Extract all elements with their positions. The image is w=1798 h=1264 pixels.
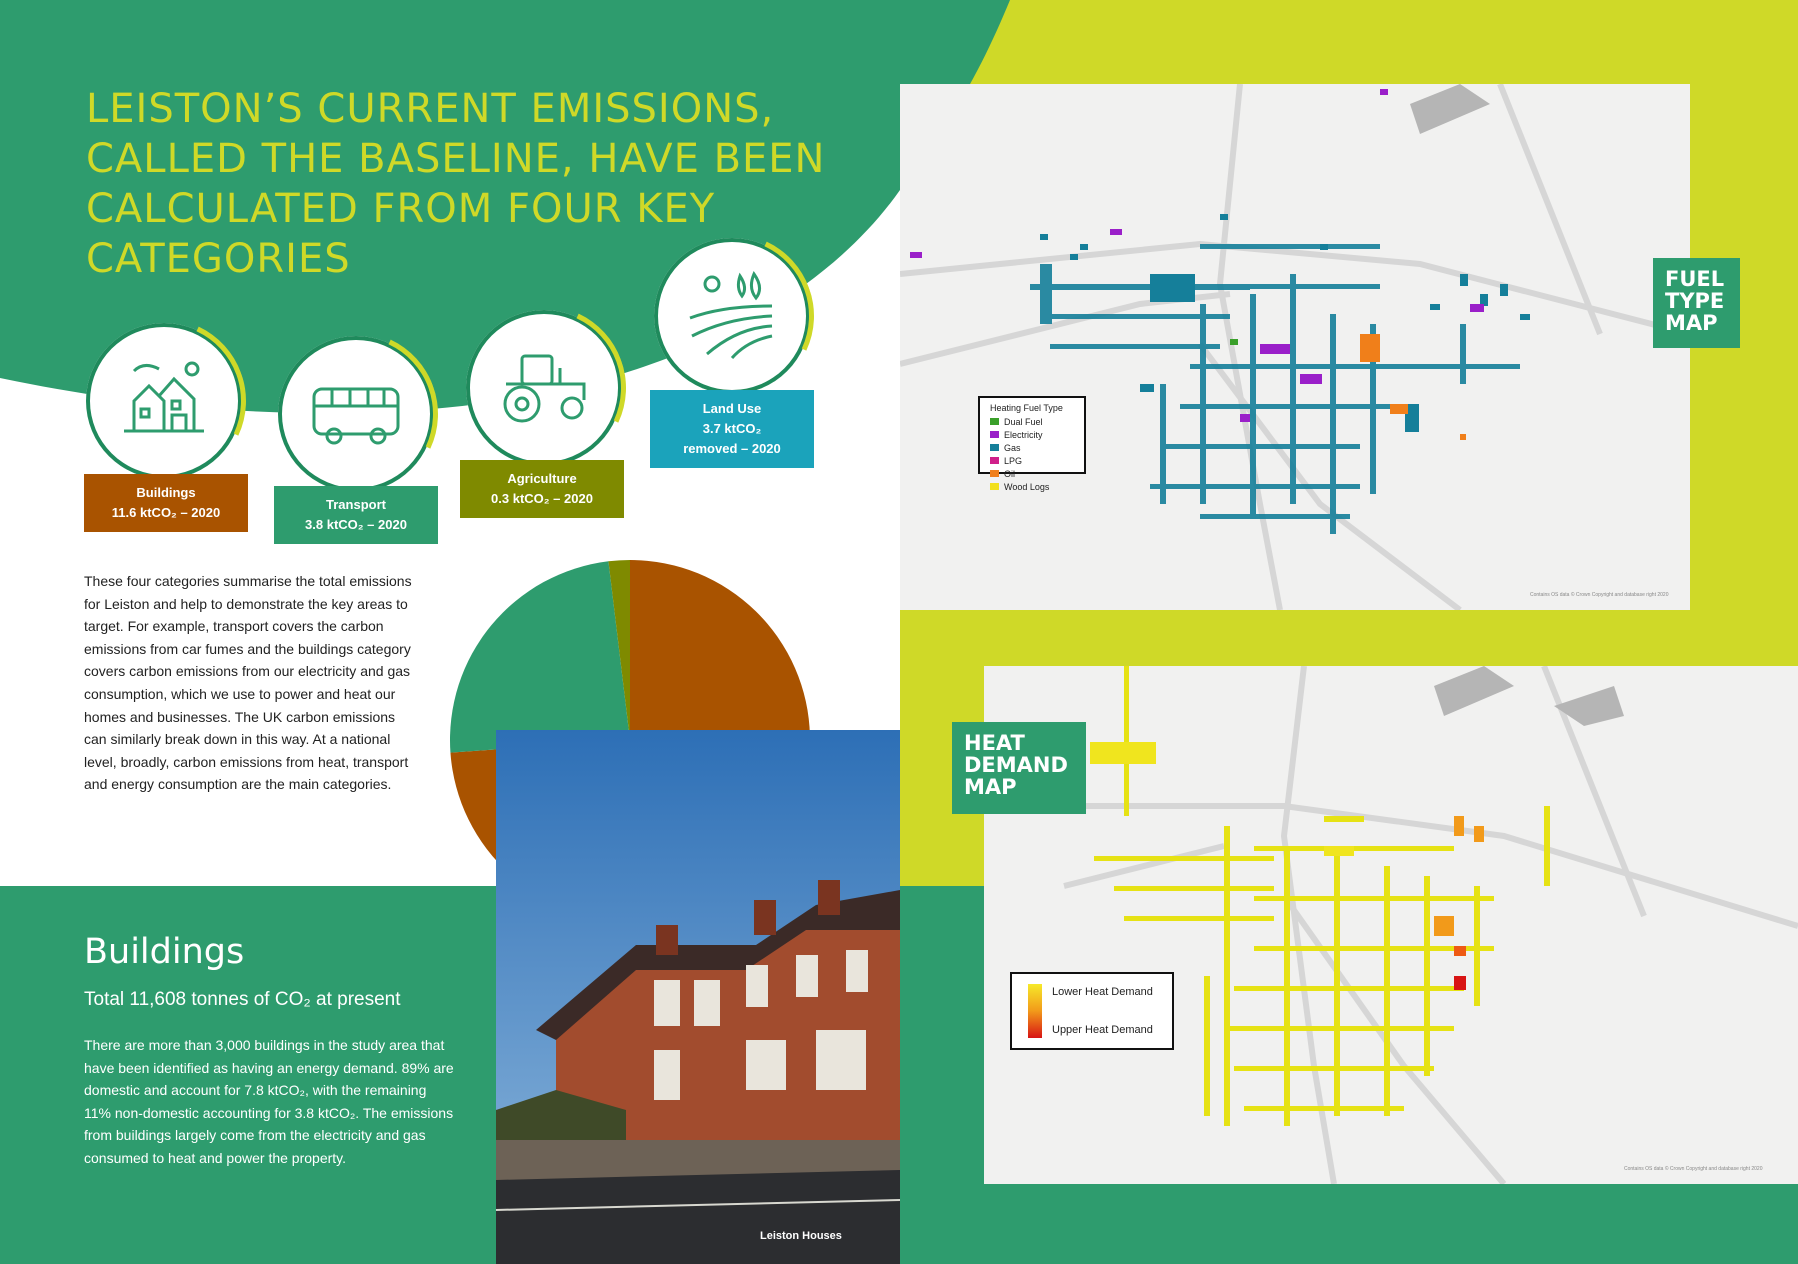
buildings-label-name: Buildings bbox=[136, 485, 196, 500]
agriculture-label bbox=[460, 460, 624, 518]
heat-legend-low: Lower Heat Demand bbox=[1052, 986, 1153, 998]
photo-caption: Leiston Houses bbox=[760, 1230, 842, 1242]
heat-map-credit: Contains OS data © Crown Copyright and database right 2020 bbox=[1624, 1166, 1763, 1172]
heat-legend-gradient bbox=[1028, 984, 1042, 1038]
fuel-legend-label: Wood Logs bbox=[1004, 481, 1050, 492]
heat-map-legend bbox=[1010, 972, 1174, 1050]
leiston-houses-photo bbox=[496, 730, 900, 1264]
fuel-map-graphic bbox=[900, 84, 1690, 610]
fuel-legend-item bbox=[990, 428, 1084, 441]
pie-slice-transport bbox=[450, 561, 630, 752]
heat-map-graphic bbox=[984, 666, 1798, 1184]
fuel-legend-swatch bbox=[990, 444, 999, 451]
fuel-legend-swatch bbox=[990, 457, 999, 464]
buildings-label-value: 11.6 ktCO₂ – 2020 bbox=[111, 505, 221, 520]
bus-icon bbox=[306, 364, 406, 464]
agriculture-label-value: 0.3 ktCO₂ – 2020 bbox=[491, 491, 593, 506]
fuel-legend-label: LPG bbox=[1004, 455, 1023, 466]
fuel-legend-item bbox=[990, 441, 1084, 454]
fuel-legend-swatch bbox=[990, 470, 999, 477]
fuel-legend-label: Gas bbox=[1004, 442, 1021, 453]
fuel-type-map bbox=[900, 84, 1690, 610]
buildings-circle bbox=[86, 323, 242, 479]
fuel-legend-label: Electricity bbox=[1004, 429, 1043, 440]
heat-demand-map-tag: HEAT DEMAND MAP bbox=[952, 722, 1086, 814]
buildings-label bbox=[84, 474, 248, 532]
fuel-legend-swatch bbox=[990, 418, 999, 425]
intro-text: These four categories summarise the total emissions for Leiston and help to demonstrate the key areas to target. For example, transport covers the carbon emissions from car fumes and the buildings category covers carbon emissions from our electricity and gas consumption, which we use to power and heat our homes and businesses. The UK carbon emissions can similarly break down in this way. At a national level, broadly, carbon emissions from heat, transport and energy consumption are the main categories. bbox=[84, 573, 412, 793]
heat-demand-map bbox=[984, 666, 1798, 1184]
fuel-legend-title: Heating Fuel Type bbox=[990, 403, 1063, 413]
fuel-map-credit: Contains OS data © Crown Copyright and database right 2020 bbox=[1530, 592, 1669, 598]
transport-label-value: 3.8 ktCO₂ – 2020 bbox=[305, 517, 407, 532]
page-headline: LEISTON’S CURRENT EMISSIONS, CALLED THE BASELINE, HAVE BEEN CALCULATED FROM FOUR KEY CATEGORIES bbox=[86, 86, 826, 282]
fuel-legend-item bbox=[990, 454, 1084, 467]
fuel-legend-label: Oil bbox=[1004, 468, 1015, 479]
field-icon bbox=[682, 266, 782, 366]
fuel-legend-item bbox=[990, 480, 1084, 493]
houses-icon bbox=[114, 351, 214, 451]
buildings-title: Buildings bbox=[84, 932, 245, 972]
transport-circle bbox=[278, 336, 434, 492]
land-use-label bbox=[650, 390, 814, 468]
land-use-circle bbox=[654, 238, 810, 394]
fuel-legend-item bbox=[990, 467, 1084, 480]
buildings-text: There are more than 3,000 buildings in the study area that have been identified as having an energy demand. 89% are domestic and account for 7.8 ktCO₂, with the remaining 11% non-domestic accounting for 3.8 ktCO₂. The emissions from buildings largely come from the electricity and gas consumed to heat and power the property. bbox=[84, 1037, 454, 1166]
fuel-type-map-tag: FUEL TYPE MAP bbox=[1653, 258, 1740, 348]
transport-label-name: Transport bbox=[326, 497, 386, 512]
fuel-map-legend bbox=[978, 396, 1086, 492]
fuel-legend-label: Dual Fuel bbox=[1004, 416, 1043, 427]
fuel-legend-swatch bbox=[990, 483, 999, 490]
fuel-legend-swatch bbox=[990, 431, 999, 438]
fuel-legend-item bbox=[990, 415, 1084, 428]
land-use-label-value2: removed – 2020 bbox=[683, 441, 781, 456]
land-use-label-name: Land Use bbox=[702, 401, 762, 416]
agriculture-label-name: Agriculture bbox=[507, 471, 577, 486]
land-use-label-value: 3.7 ktCO₂ bbox=[702, 421, 762, 436]
heat-legend-high: Upper Heat Demand bbox=[1052, 1024, 1153, 1036]
buildings-subtitle: Total 11,608 tonnes of CO₂ at present bbox=[84, 989, 401, 1010]
tractor-icon bbox=[494, 338, 594, 438]
transport-label bbox=[274, 486, 438, 544]
agriculture-circle bbox=[466, 310, 622, 466]
